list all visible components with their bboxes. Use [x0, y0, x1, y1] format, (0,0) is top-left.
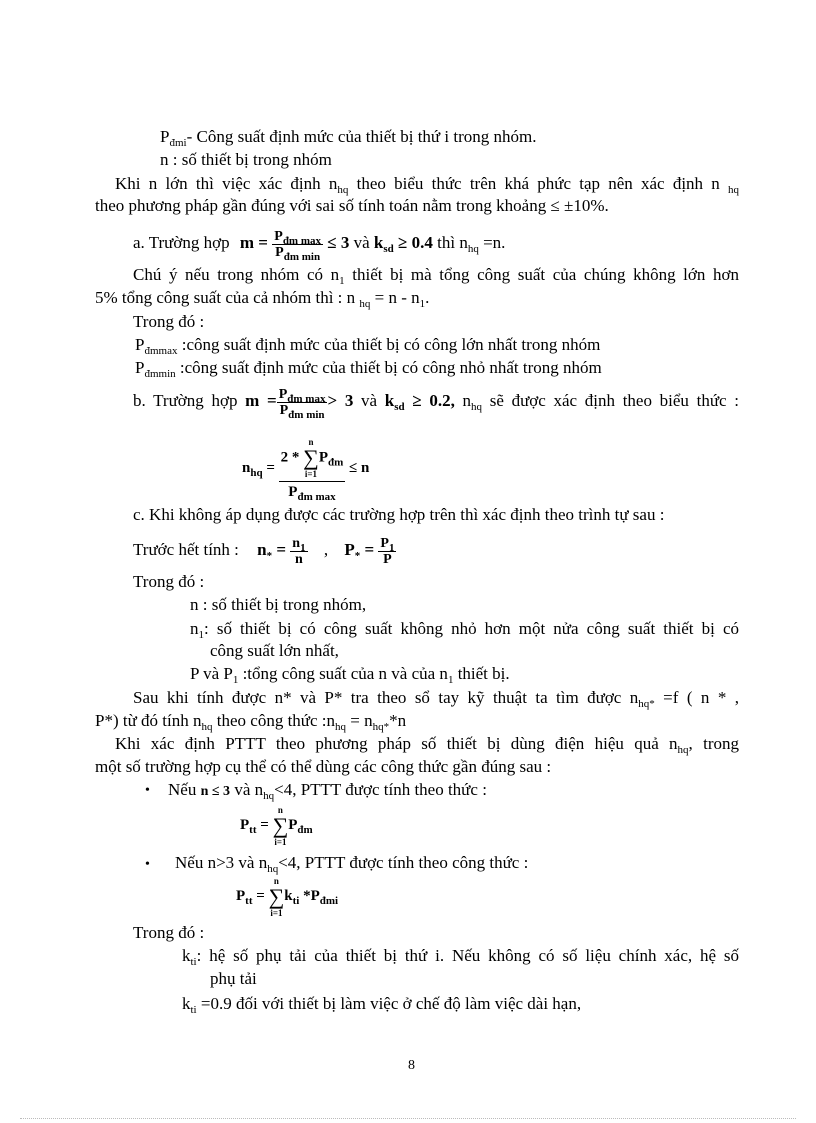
formula-nhq-fraction: 2 * n ∑ i=1 $P_{đm}$ $P_{đm max}$: [280, 437, 344, 503]
definition-pmax: $P_{đmmax}$ :công suất định mức của thiết bị có công lớn nhất trong nhóm: [135, 335, 601, 357]
where-heading-3: Trong đó :: [133, 923, 205, 942]
bullet-item-1: Nếu n ≤ 3 và $n_{hq}<4$, PTTT được tính theo thức :: [168, 780, 487, 802]
case-a: a. Trường hợp m = $\frac{P_{đm max}}{P_{đm min}}$ ≤ 3 và $k_{sd} \ge 0.4$ thì $n_{hq} =n$.: [133, 228, 506, 263]
sum-symbol: n ∑ i=1: [303, 437, 319, 479]
n-star-fraction: $\frac{n_1}{n}$: [292, 535, 306, 567]
case-c: c. Khi không áp dụng được các trường hợp trên thì xác định theo trình tự sau :: [133, 505, 665, 524]
page-number: 8: [408, 1058, 415, 1073]
note-line-1: Chú ý nếu trong nhóm có $n_1$ thiết bị mà tổng công suất của chúng không lớn hơn: [133, 265, 739, 287]
definition-kti-longterm: $k_{ti} =0.9$ đối với thiết bị làm việc ở chế độ làm việc dài hạn,: [182, 994, 582, 1016]
definition-p-p1: P và $P_1$ :tổng công suất của n và của $n_1$ thiết bị.: [190, 664, 510, 686]
definition-n1-cont: công suất lớn nhất,: [210, 641, 339, 660]
definition-kti-cont: phụ tải: [210, 969, 257, 988]
paragraph-large-n: Khi n lớn thì việc xác định $n_{hq}$ theo biểu thức trên khá phức tạp nên xác định n $_{hq}$: [115, 174, 740, 196]
pttt-paragraph-1: Khi xác định PTTT theo phương pháp số thiết bị dùng điện hiệu quả $n_{hq}$, trong: [115, 734, 739, 756]
pttt-paragraph-2: một số trường hợp cụ thể có thể dùng các công thức gần đúng sau :: [95, 757, 552, 776]
where-heading-2: Trong đó :: [133, 572, 205, 591]
formula-nhq: $n_{hq}$ = 2 * n ∑ i=1 $P_{đm}$ $P_{đm max}$ ≤ n: [242, 437, 370, 503]
sum-symbol: n ∑ i=1: [268, 875, 285, 918]
formula-ptt-kti: $P_{tt}$ = n ∑ i=1 $k_{ti}$ $*P_{đmi}$: [236, 875, 339, 918]
definition-n: n : số thiết bị trong nhóm: [160, 150, 332, 169]
pmax-pmin-ratio: $\frac{P_{đm max}}{P_{đm min}}$: [274, 228, 322, 263]
bullet-icon: •: [145, 857, 150, 872]
where-heading-1: Trong đó :: [133, 312, 205, 331]
definition-kti: $k_{ti}$: hệ số phụ tải của thiết bị thứ i. Nếu không có số liệu chính xác, hệ số: [182, 946, 739, 968]
definition-n-2: n : số thiết bị trong nhóm,: [190, 595, 367, 614]
sum-symbol: n ∑ i=1: [272, 804, 289, 847]
definition-pmin: $P_{đmmin}$ :công suất định mức của thiết bị có công nhỏ nhất trong nhóm: [135, 358, 602, 380]
definition-pdmi: $P_{đmi}-$ Công suất định mức của thiết bị thứ i trong nhóm.: [160, 127, 537, 149]
note-line-2: 5% tổng công suất của cả nhóm thì : n $_{hq} = n - n_1$.: [95, 288, 430, 310]
formula-ptt-sum: $P_{tt}$ = n ∑ i=1 $P_{đm}$: [240, 804, 313, 847]
pmax-pmin-ratio-b: $\frac{P_{đm max}}{P_{đm min}}$: [278, 386, 326, 421]
first-compute: Trước hết tính : $n_*$ = $\frac{n_1}{n}$ , $P_*$ = $\frac{P_1}{P}$: [133, 535, 395, 567]
p-star-fraction: $\frac{P_1}{P}$: [380, 535, 395, 567]
case-b: b. Trường hợp m = $\frac{P_{đm max}}{P_{đm min}}$ > 3 và $k_{sd} \ge 0.2$, $n_{hq}$ sẽ được xác định theo biểu thức :: [133, 386, 740, 421]
after-compute-2: P*) từ đó tính $n_{hq}$ theo công thức $:n_{hq} = n_{hq*}*n$: [95, 711, 407, 733]
bullet-item-2: Nếu n>3 và $n_{hq}<4$, PTTT được tính theo công thức :: [175, 853, 529, 875]
page-bottom-divider: [20, 1118, 796, 1119]
paragraph-approx-method: theo phương pháp gần đúng với sai số tính toán nằm trong khoảng ≤ ±10%.: [95, 196, 609, 215]
after-compute-1: Sau khi tính được n* và P* tra theo sổ tay kỹ thuật ta tìm được $n_{hq*} =f$ ( n * ,: [133, 688, 739, 710]
bullet-icon: •: [145, 783, 150, 798]
definition-n1: $n_1$: số thiết bị có công suất không nhỏ hơn một nửa công suất thiết bị có: [190, 619, 739, 641]
